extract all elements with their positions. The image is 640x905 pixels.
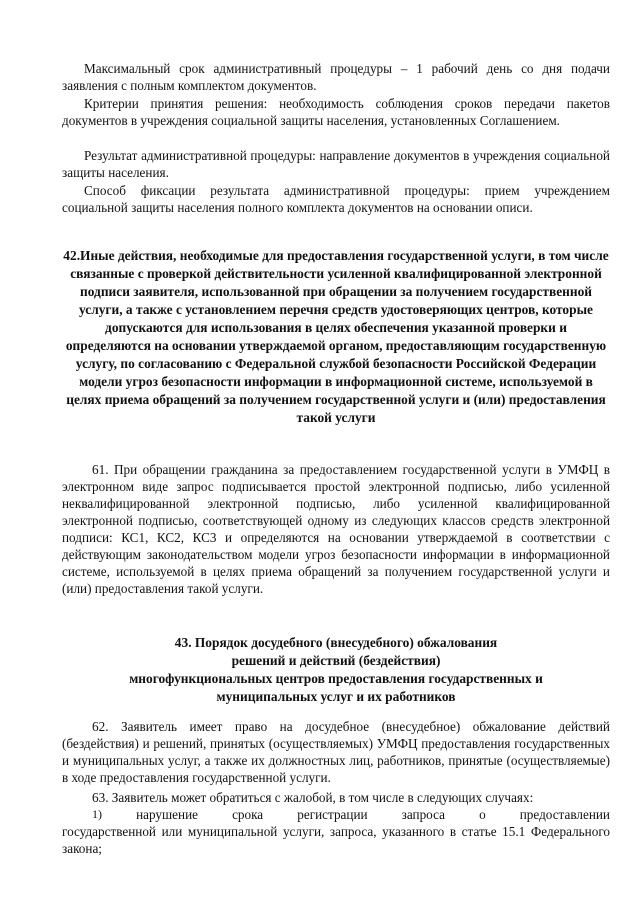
paragraph-fixation: Способ фиксации результата административной процедуры: прием учреждением социальной защиты населения полного комплекта документов на основании описи. — [62, 183, 610, 215]
heading-43-line-4: муниципальных услуг и их работников — [216, 689, 456, 704]
list-item-1-word: о — [479, 807, 486, 822]
list-item-1-word: запроса — [401, 807, 445, 822]
paragraph-duration: Максимальный срок административный процедуры – 1 рабочий день со дня подачи заявления с полным комплектом документов. — [62, 61, 610, 93]
list-item-1-word: предоставлении — [519, 807, 610, 822]
paragraph-result: Результат административной процедуры: направление документов в учреждения социальной защиты населения. — [62, 148, 610, 180]
heading-43-line-1: 43. Порядок досудебного (внесудебного) обжалования — [174, 635, 498, 650]
list-item-1-word: срока — [232, 807, 264, 822]
list-item-1 — [62, 806, 610, 857]
paragraph-61: 61. При обращении гражданина за предоставлением государственной услуги в УМФЦ в электронном виде запрос подписывается простой электронной подписью, либо усиленной неквалифицированной электронной подписью, либо усиленной квалифицированной электронной подписью, соответствующей одному из следующих классов средств электронной подписи: КС1, КС2, КС3 и определяются на основании утверждаемой в соответствии с действующим законодательством модели угроз безопасности информации в информационной системе, используемой в целях приема обращений за получением государственной услуги и (или) предоставления такой услуги. — [62, 462, 610, 596]
paragraph-62: 62. Заявитель имеет право на досудебное (внесудебное) обжалование действий (бездействия) и решений, принятых (осуществляемых) УМФЦ предоставления государственных и муниципальных услуг, а также их должностных лиц, работников, принятые (осуществляемые) в ходе предоставления государственной услуги. — [62, 719, 610, 785]
list-item-1-first-line — [62, 806, 610, 823]
heading-43-line-2: решений и действий (бездействия) — [231, 653, 441, 668]
paragraph-criteria: Критерии принятия решения: необходимость соблюдения сроков передачи пакетов документов в учреждения социальной защиты населения, установленных Соглашением. — [62, 96, 610, 128]
list-item-1-word: регистрации — [297, 807, 368, 822]
heading-43-line-3: многофункциональных центров предоставления государственных и — [129, 671, 543, 686]
section-heading-42: 42.Иные действия, необходимые для предоставления государственной услуги, в том числе связанные с проверкой действительности усиленной квалифицированной электронной подписи заявителя, использованной при обращении за получением государственной услуги, а также с установлением перечня средств удостоверяющих центров, которые допускаются для использования в целях обеспечения указанной проверки и определяются на основании утверждаемой органом, предоставляющим государственную услугу, по согласованию с Федеральной службой безопасности Российской Федерации модели угроз безопасности информации в информационной системе, используемой в целях приема обращений за получением государственной услуги и (или) предоставления такой услуги — [63, 248, 609, 425]
section-heading-43 — [62, 634, 610, 706]
list-item-1-text: государственной или муниципальной услуги, запроса, указанного в статье 15.1 Федерального закона; — [62, 824, 610, 856]
list-item-1-marker: 1) — [92, 807, 102, 821]
paragraph-63: 63. Заявитель может обратиться с жалобой, в том числе в следующих случаях: — [92, 790, 534, 805]
list-item-1-word: нарушение — [136, 807, 198, 822]
